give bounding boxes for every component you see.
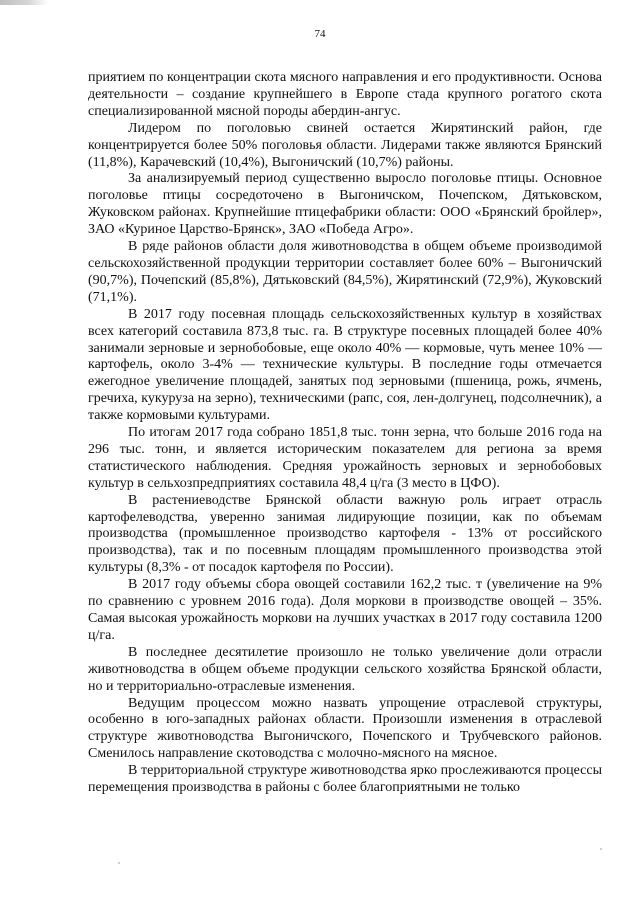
paragraph-grain-harvest: По итогам 2017 года собрано 1851,8 тыс. тонн зерна, что больше 2016 года на 296 тыс. тонн, и является историческим показателем для региона за время статистического наблюдения. Средняя урожайность зерновых и зернобобовых культур в сельхозпредприятиях составила 48,4 ц/га (3 место в ЦФО). [88, 425, 602, 491]
paragraph-sown-area: В 2017 году посевная площадь сельскохозяйственных культур в хозяйствах всех категорий составила 873,8 тыс. га. В структуре посевных площадей более 40% занимали зерновые и зернобобовые, еще около 40% — кормовые, чуть менее 10% — картофель, около 3-4% — технические культуры. В последние годы отмечается ежегодное увеличение площадей, занятых под зерновыми (пшеница, рожь, ячмень, гречиха, кукуруза на зерно), техническими (рапс, соя, лен-долгунец, подсолнечник), а также кормовыми культурами. [88, 306, 602, 424]
paragraph-potato: В растениеводстве Брянской области важную роль играет отрасль картофелеводства, уверенно занимая лидирующие позиции, как по объемам производства (промышленное производство картофеля - 13% от российского производства), так и по посевным площадям промышленного производства этой культуры (8,3% - от посадок картофеля по России). [88, 492, 602, 576]
paragraph-decade-changes: В последнее десятилетие произошло не только увеличение доли отрасли животноводства в общем объеме продукции сельского хозяйства Брянской области, но и территориально-отраслевые изменения. [88, 644, 602, 694]
paragraph-pigs: Лидером по поголовью свиней остается Жирятинский район, где концентрируется более 50% поголовья области. Лидерами также являются Брянский (11,8%), Карачевский (10,4%), Выгоничский (10,7%) районы. [88, 120, 602, 170]
body-text [88, 70, 602, 797]
scan-artifact [0, 0, 48, 5]
paragraph-territorial: В территориальной структуре животноводства ярко прослеживаются процессы перемещения производства в районы с более благоприятными не только [88, 763, 602, 796]
paragraph-poultry: За анализируемый период существенно выросло поголовье птицы. Основное поголовье птицы сосредоточено в Выгоничском, Почепском, Дятьковском, Жуковском районах. Крупнейшие птицефабрики области: ООО «Брянский бройлер», ЗАО «Куриное Царство-Брянск», ЗАО «Победа Агро». [88, 171, 602, 238]
paragraph-vegetables: В 2017 году объемы сбора овощей составили 162,2 тыс. т (увеличение на 9% по сравнению с уровнем 2016 года). Доля моркови в производстве овощей – 35%. Самая высокая урожайность моркови на лучших участках в 2017 году составила 1200 ц/га. [88, 577, 602, 643]
scan-speck [118, 862, 120, 864]
paragraph-livestock-share: В ряде районов области доля животноводства в общем объеме производимой сельскохозяйственной продукции территории составляет более 60% – Выгоничский (90,7%), Почепский (85,8%), Дятьковский (84,5%), Жирятинский (72,9%), Жуковский (71,1%). [88, 239, 602, 305]
page-number: 74 [314, 28, 326, 40]
scan-speck [600, 848, 602, 850]
paragraph-structure: Ведущим процессом можно назвать упрощение отраслевой структуры, особенно в юго-западных районах области. Произошли изменения в отраслевой структуре животноводства Выгоничского, Почепского и Трубчевского районов. Сменилось направление скотоводства с молочно-мясного на мясное. [88, 695, 602, 762]
paragraph-continuation: приятием по концентрации скота мясного направления и его продуктивности. Основа деятельности – создание крупнейшего в Европе стада крупного рогатого скота специализированной мясной породы абердин-ангус. [88, 70, 602, 119]
